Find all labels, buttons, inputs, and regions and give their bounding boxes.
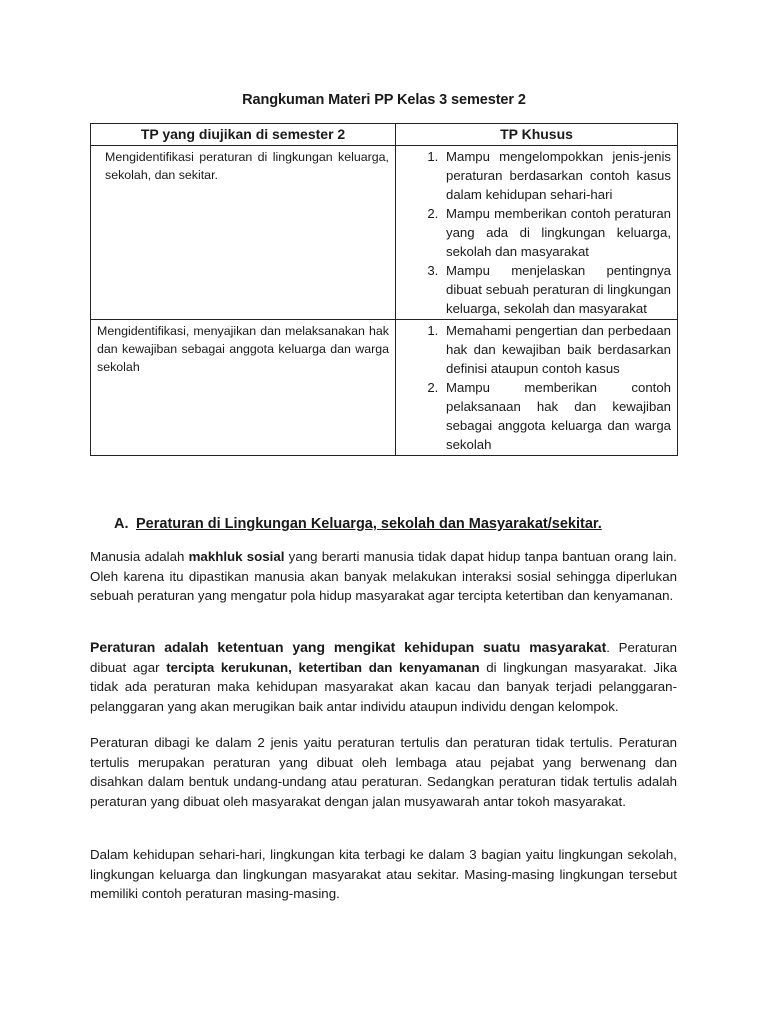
tp-khusus-list [400, 147, 671, 318]
list-item: 3. Mampu menjelaskan pentingnya dibuat sebuah peraturan di lingkungan keluarga, sekolah dan masyarakat [442, 261, 671, 318]
tp-table [90, 123, 678, 456]
paragraph-text: yang berarti manusia tidak dapat hidup tanpa bantuan orang lain. Oleh karena itu dipastikan manusia akan banyak melakukan interaksi sosial sehingga diperlukan sebuah peraturan yang mengatur pola hidup masyarakat agar tercipta ketertiban dan kenyamanan. [90, 549, 677, 604]
document-title: Rangkuman Materi PP Kelas 3 semester 2 [242, 92, 526, 108]
section-title: Peraturan di Lingkungan Keluarga, sekolah dan Masyarakat/sekitar. [136, 516, 602, 532]
tp-khusus-list [400, 321, 671, 454]
paragraph-manusia [90, 547, 677, 606]
table-header-tp-khusus: TP Khusus [396, 124, 678, 146]
list-item: 1. Mampu mengelompokkan jenis-jenis peraturan berdasarkan contoh kasus dalam kehidupan sehari-hari [442, 147, 671, 204]
paragraph-lingkungan: Dalam kehidupan sehari-hari, lingkungan kita terbagi ke dalam 3 bagian yaitu lingkungan sekolah, lingkungan keluarga dan lingkungan masyarakat atau sekitar. Masing-masing lingkungan tersebut memiliki contoh peraturan masing-masing. [90, 847, 677, 902]
table-row [91, 320, 678, 456]
list-item: 2. Mampu memberikan contoh pelaksanaan hak dan kewajiban sebagai anggota keluarga dan warga sekolah [442, 378, 671, 454]
list-item: 2. Mampu memberikan contoh peraturan yang ada di lingkungan keluarga, sekolah dan masyarakat [442, 204, 671, 261]
bold-term: tercipta kerukunan, ketertiban dan kenyamanan [166, 659, 480, 675]
section-a-heading [114, 516, 602, 532]
paragraph-jenis-peraturan: Peraturan dibagi ke dalam 2 jenis yaitu peraturan tertulis dan peraturan tidak tertulis. Peraturan tertulis merupakan peraturan yang dibuat oleh lembaga atau pejabat yang berwenang dan disahkan dalam bentuk undang-undang atau peraturan. Sedangkan peraturan tidak tertulis adalah peraturan yang dibuat oleh masyarakat dengan jalan musyawarah antar tokoh masyarakat. [90, 735, 677, 809]
table-header-row [91, 124, 678, 146]
paragraph-text: Manusia adalah [90, 549, 189, 564]
tp-khusus-cell [396, 146, 678, 320]
paragraph-peraturan-definisi [90, 638, 677, 716]
list-item: 1. Memahami pengertian dan perbedaan hak dan kewajiban baik berdasarkan definisi ataupun contoh kasus [442, 321, 671, 378]
bold-definition: Peraturan adalah ketentuan yang mengikat kehidupan suatu masyarakat [90, 639, 607, 655]
tp-cell: Mengidentifikasi, menyajikan dan melaksanakan hak dan kewajiban sebagai anggota keluarga dan warga sekolah [91, 320, 396, 456]
paragraph-text: di lingkungan masyarakat. Jika tidak ada peraturan maka kehidupan masyarakat akan kacau dan banyak terjadi pelanggaran-pelanggaran yang akan merugikan baik antar individu ataupun individu dengan kelompok. [90, 659, 678, 714]
table-header-tp: TP yang diujikan di semester 2 [91, 124, 396, 146]
tp-cell: Mengidentifikasi peraturan di lingkungan keluarga, sekolah, dan sekitar. [91, 146, 396, 320]
section-number: A. [114, 516, 129, 532]
paragraph-text: . Peraturan dibuat agar [90, 640, 677, 675]
table-row [91, 146, 678, 320]
tp-khusus-cell [396, 320, 678, 456]
bold-term: makhluk sosial [188, 549, 285, 564]
